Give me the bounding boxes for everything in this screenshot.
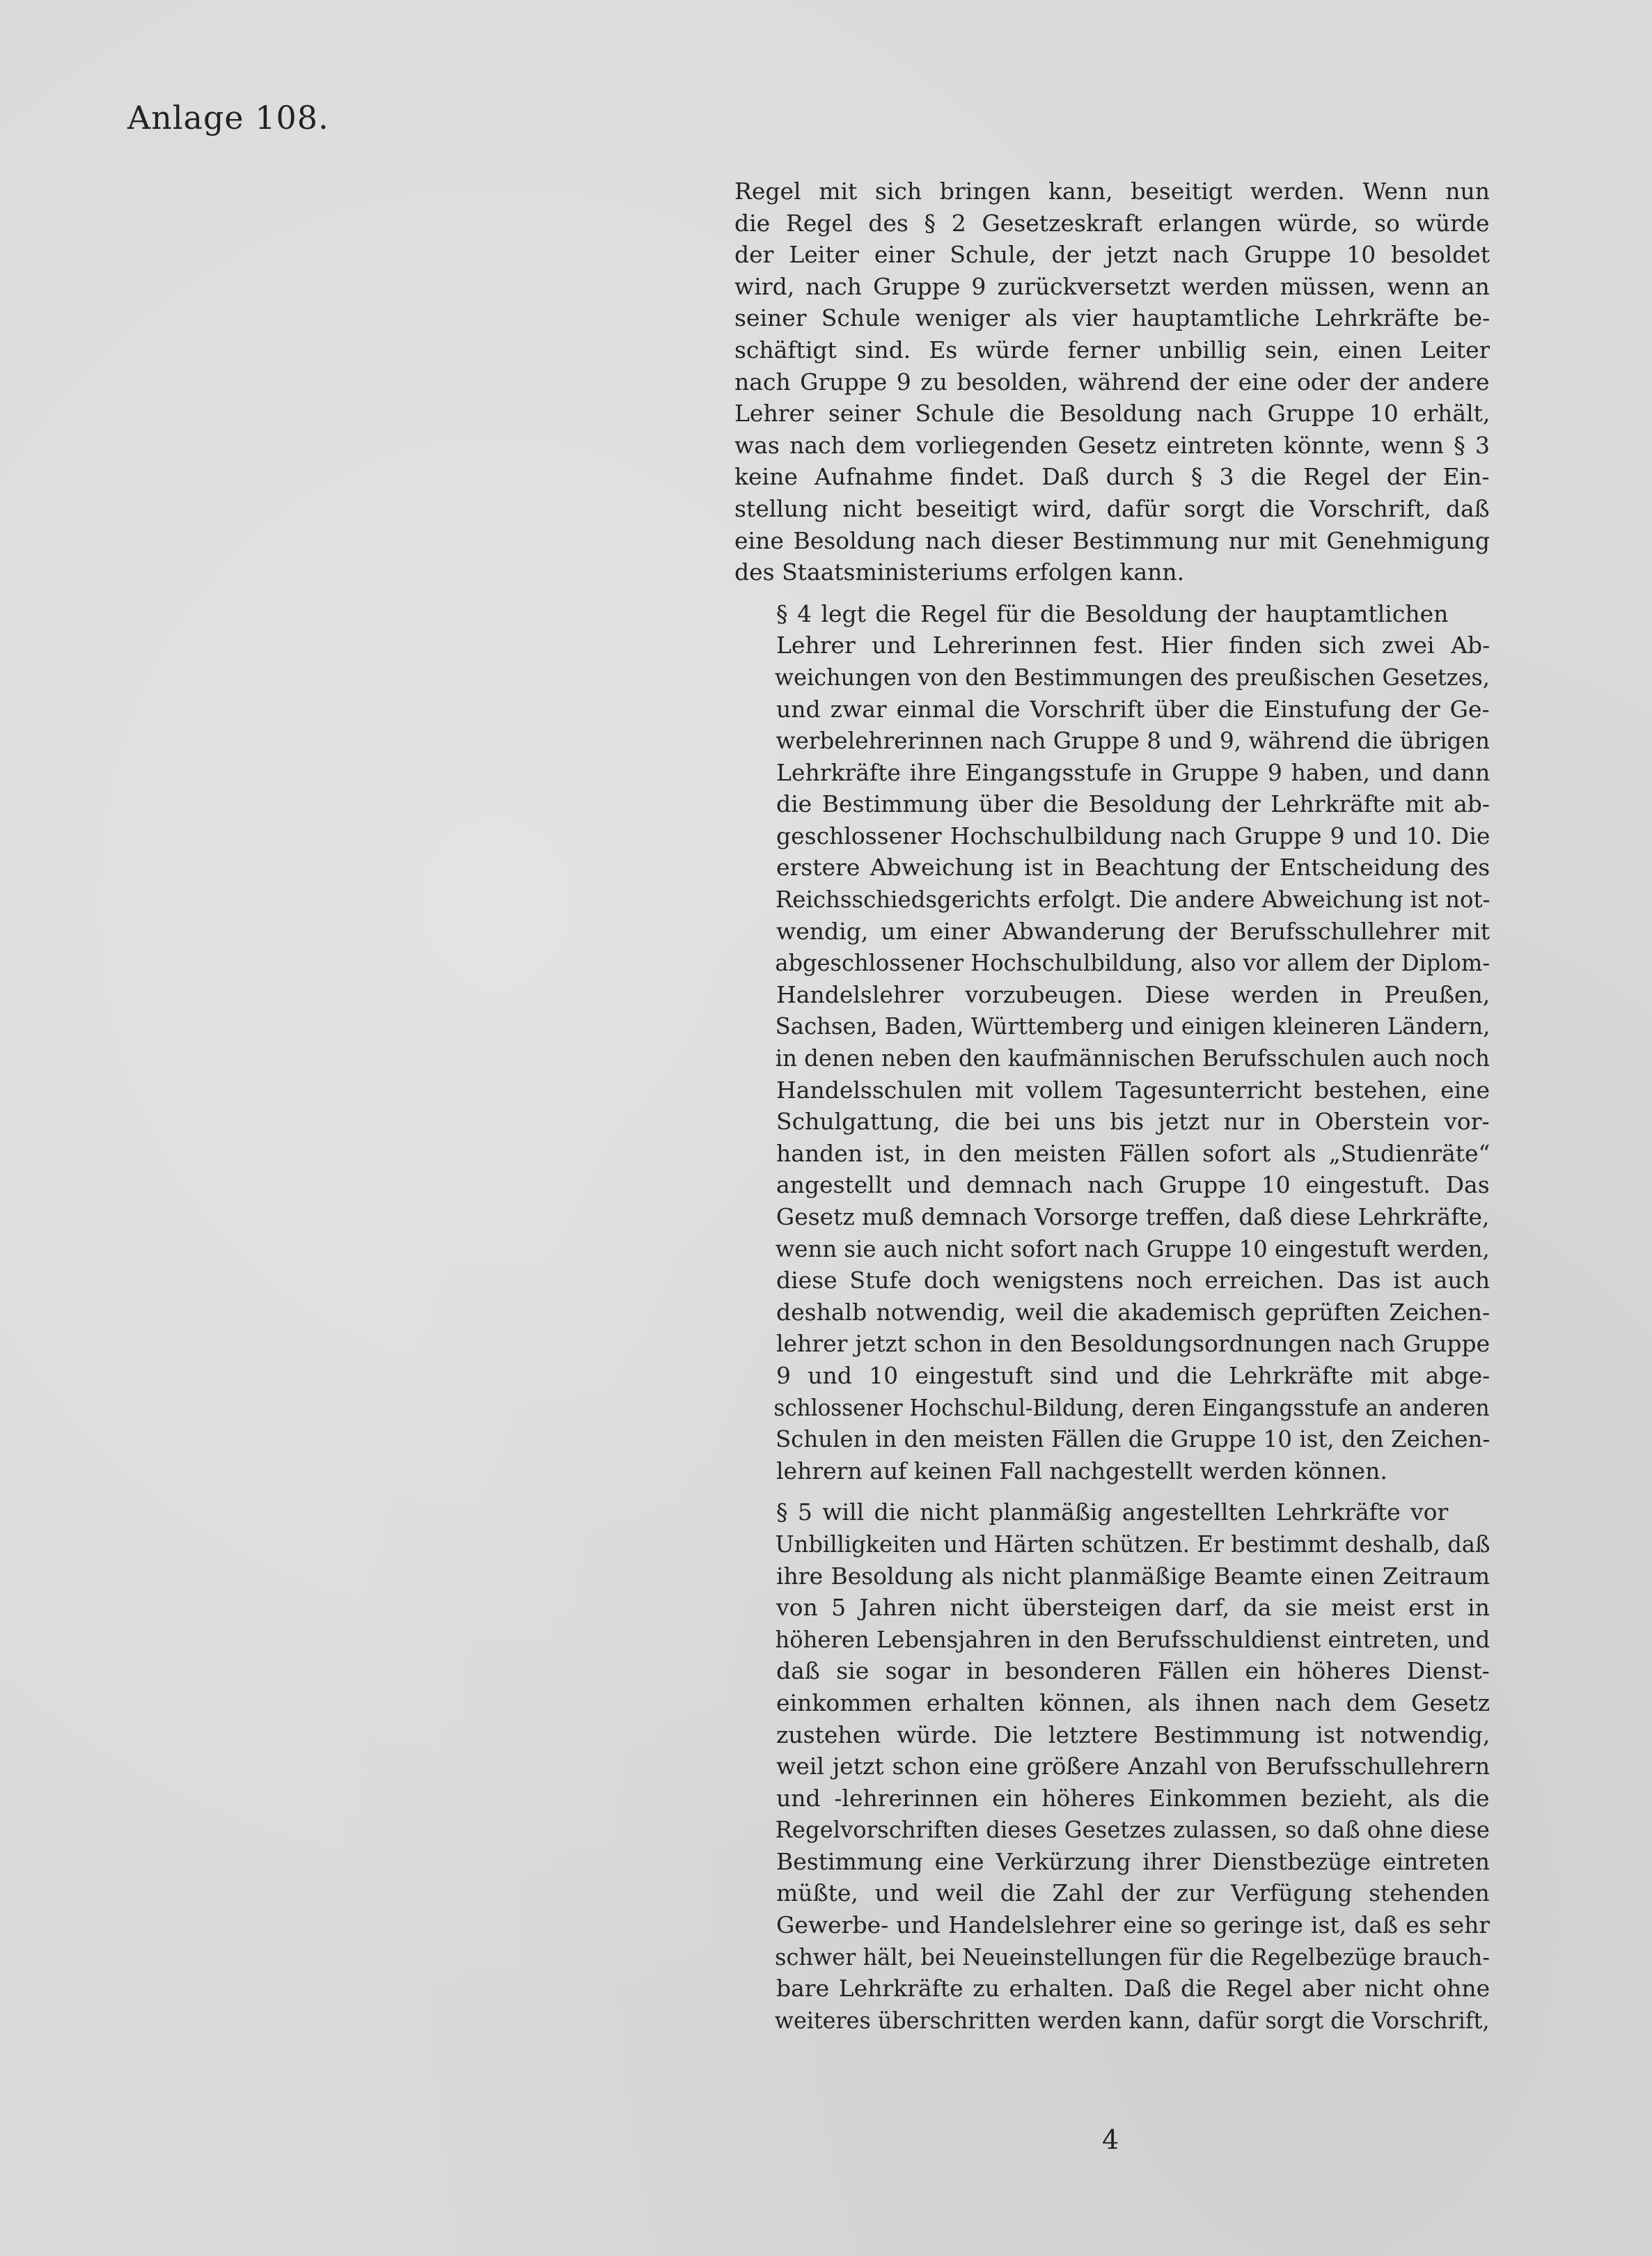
text-line: 9 und 10 eingestuft sind und die Lehrkräfte mit abge-: [776, 1361, 1490, 1389]
text-line: was nach dem vorliegenden Gesetz eintreten könnte, wenn § 3: [734, 431, 1490, 459]
text-line: und -lehrerinnen ein höheres Einkommen bezieht, als die: [776, 1784, 1490, 1812]
text-line: wenn sie auch nicht sofort nach Gruppe 10 eingestuft werden,: [775, 1235, 1490, 1262]
text-line: Regelvorschriften dieses Gesetzes zulassen, so daß ohne diese: [775, 1816, 1490, 1844]
page-header: Anlage 108.: [127, 99, 329, 136]
text-line: stellung nicht beseitigt wird, dafür sorgt die Vorschrift, daß: [734, 494, 1490, 522]
text-line: erstere Abweichung ist in Beachtung der Entscheidung des: [776, 854, 1490, 882]
text-line: deshalb notwendig, weil die akademisch geprüften Zeichen-: [776, 1298, 1490, 1326]
text-line: der Leiter einer Schule, der jetzt nach Gruppe 10 besoldet: [734, 241, 1490, 269]
text-line: höheren Lebensjahren in den Berufsschuldienst eintreten, und: [775, 1625, 1490, 1653]
page-number: 4: [1102, 2124, 1119, 2155]
paragraph: [734, 175, 1490, 588]
text-line: Handelsschulen mit vollem Tagesunterricht bestehen, eine: [776, 1076, 1490, 1104]
text-line: schlossener Hochschul-Bildung, deren Eingangsstufe an anderen: [773, 1393, 1490, 1421]
text-line: schwer hält, bei Neueinstellungen für die Regelbezüge brauch-: [775, 1943, 1490, 1971]
text-line: nach Gruppe 9 zu besolden, während der eine oder der andere: [734, 368, 1490, 395]
text-line: von 5 Jahren nicht übersteigen darf, da sie meist erst in: [776, 1594, 1490, 1622]
text-line: zustehen würde. Die letztere Bestimmung ist notwendig,: [776, 1721, 1490, 1748]
text-line: die Regel des § 2 Gesetzeskraft erlangen würde, so würde: [734, 209, 1490, 237]
text-line: § 5 will die nicht planmäßig angestellten Lehrkräfte vor: [776, 1498, 1449, 1526]
text-line: wendig, um einer Abwanderung der Berufsschullehrer mit: [776, 917, 1490, 945]
text-line: Lehrkräfte ihre Eingangsstufe in Gruppe 9 haben, und dann: [776, 758, 1490, 786]
text-line: lehrer jetzt schon in den Besoldungsordnungen nach Gruppe: [776, 1330, 1490, 1358]
body-text: [734, 175, 1490, 2036]
text-line: des Staatsministeriums erfolgen kann.: [734, 558, 1185, 586]
text-line: müßte, und weil die Zahl der zur Verfügung stehenden: [776, 1879, 1490, 1907]
text-line: und zwar einmal die Vorschrift über die Einstufung der Ge-: [776, 695, 1490, 723]
text-line: bare Lehrkräfte zu erhalten. Daß die Regel aber nicht ohne: [776, 1975, 1490, 2003]
text-line: werbelehrerinnen nach Gruppe 8 und 9, während die übrigen: [776, 727, 1490, 755]
text-line: geschlossener Hochschulbildung nach Gruppe 9 und 10. Die: [776, 822, 1490, 849]
text-line: daß sie sogar in besonderen Fällen ein höheres Dienst-: [776, 1657, 1490, 1685]
text-line: weichungen von den Bestimmungen des preußischen Gesetzes,: [774, 663, 1490, 691]
text-line: Gesetz muß demnach Vorsorge treffen, daß diese Lehrkräfte,: [776, 1203, 1490, 1230]
text-line: handen ist, in den meisten Fällen sofort als „Studienräte“: [776, 1139, 1490, 1167]
text-line: Reichsschiedsgerichts erfolgt. Die andere Abweichung ist not-: [775, 886, 1490, 914]
text-line: Schulgattung, die bei uns bis jetzt nur in Oberstein vor-: [776, 1108, 1490, 1136]
paragraph: [734, 598, 1490, 1487]
text-line: diese Stufe doch wenigstens noch erreichen. Das ist auch: [776, 1267, 1490, 1294]
text-line: eine Besoldung nach dieser Bestimmung nur mit Genehmigung: [734, 526, 1490, 554]
paragraph: [734, 1496, 1490, 2036]
text-line: abgeschlossener Hochschulbildung, also vor allem der Diplom-: [775, 949, 1490, 977]
text-line: seiner Schule weniger als vier hauptamtliche Lehrkräfte be-: [734, 304, 1490, 332]
text-line: Regel mit sich bringen kann, beseitigt werden. Wenn nun: [734, 178, 1490, 205]
text-line: § 4 legt die Regel für die Besoldung der hauptamtlichen: [776, 600, 1449, 627]
text-line: lehrern auf keinen Fall nachgestellt werden können.: [776, 1457, 1387, 1485]
text-line: Lehrer seiner Schule die Besoldung nach Gruppe 10 erhält,: [734, 400, 1490, 428]
text-line: Sachsen, Baden, Württemberg und einigen kleineren Ländern,: [775, 1012, 1490, 1040]
text-line: ihre Besoldung als nicht planmäßige Beamte einen Zeitraum: [776, 1562, 1490, 1590]
text-line: Unbilligkeiten und Härten schützen. Er bestimmt deshalb, daß: [775, 1530, 1490, 1558]
text-line: weil jetzt schon eine größere Anzahl von Berufsschullehrern: [776, 1753, 1490, 1780]
text-line: Gewerbe- und Handelslehrer eine so geringe ist, daß es sehr: [776, 1911, 1490, 1939]
text-line: angestellt und demnach nach Gruppe 10 eingestuft. Das: [776, 1171, 1490, 1199]
text-line: weiteres überschritten werden kann, dafür sorgt die Vorschrift,: [774, 2006, 1490, 2034]
text-line: Bestimmung eine Verkürzung ihrer Dienstbezüge eintreten: [776, 1847, 1490, 1875]
text-line: die Bestimmung über die Besoldung der Lehrkräfte mit ab-: [776, 790, 1490, 818]
text-line: einkommen erhalten können, als ihnen nach dem Gesetz: [776, 1689, 1490, 1716]
text-line: schäftigt sind. Es würde ferner unbillig sein, einen Leiter: [734, 336, 1490, 363]
text-line: Handelslehrer vorzubeugen. Diese werden in Preußen,: [776, 980, 1490, 1008]
text-line: Schulen in den meisten Fällen die Gruppe 10 ist, den Zeichen-: [775, 1425, 1490, 1453]
text-line: in denen neben den kaufmännischen Berufsschulen auch noch: [775, 1044, 1490, 1072]
text-line: wird, nach Gruppe 9 zurückversetzt werden müssen, wenn an: [734, 272, 1490, 300]
text-line: keine Aufnahme findet. Daß durch § 3 die Regel der Ein-: [734, 463, 1490, 491]
text-line: Lehrer und Lehrerinnen fest. Hier finden sich zwei Ab-: [776, 632, 1490, 659]
